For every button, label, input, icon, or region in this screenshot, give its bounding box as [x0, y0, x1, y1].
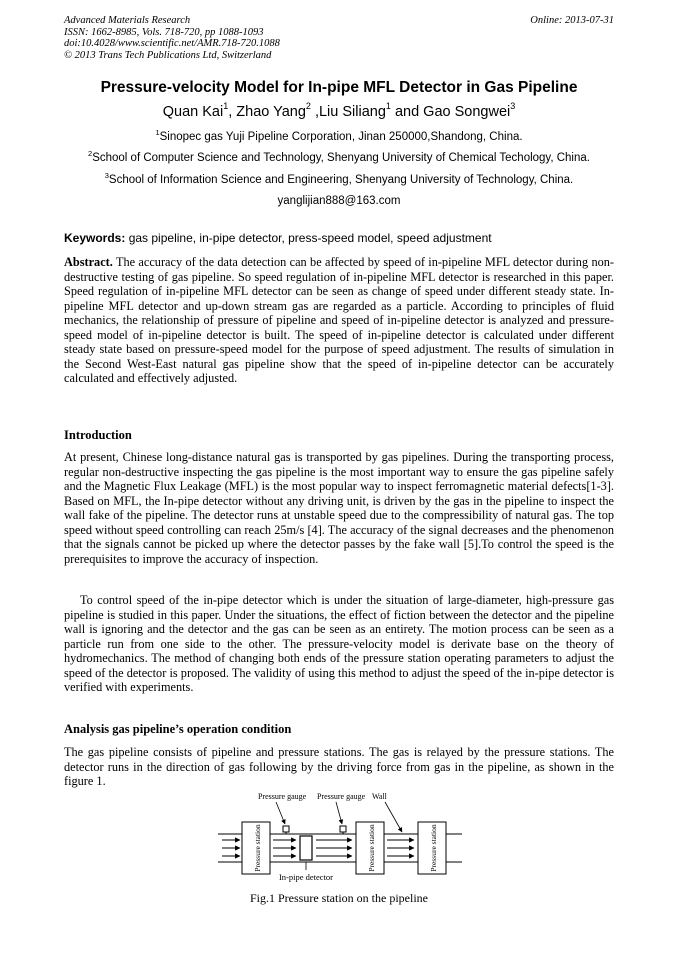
affiliation-sup: 1 — [155, 128, 160, 137]
journal-issn: ISSN: 1662-8985, Vols. 718-720, pp 1088-1093 — [64, 26, 264, 38]
journal-copyright: © 2013 Trans Tech Publications Ltd, Switzerland — [64, 49, 272, 61]
journal-header — [64, 15, 280, 61]
analysis-paragraph-1: The gas pipeline consists of pipeline and pressure stations. The gas is relayed by the pressure stations. The detector runs in the direction of gas following by the driving force from gas in the pipeline, as shown in the figure 1. — [64, 745, 614, 788]
pressure-gauge-1 — [283, 826, 289, 832]
journal-name: Advanced Materials Research — [64, 15, 191, 26]
affiliation-sup: 3 — [104, 171, 109, 180]
author-sup: 2 — [305, 101, 311, 111]
keywords — [64, 231, 492, 245]
in-pipe-detector-block — [300, 836, 312, 860]
paper-title: Pressure-velocity Model for In-pipe MFL Detector in Gas Pipeline — [100, 79, 578, 96]
author-sup: 1 — [385, 101, 391, 111]
figure-1-caption: Fig.1 Pressure station on the pipeline — [250, 891, 428, 905]
wall-label: Wall — [372, 792, 387, 801]
keywords-label: Keywords: — [64, 231, 126, 245]
gauge-2-pointer — [336, 802, 342, 824]
abstract-text: The accuracy of the data detection can be affected by speed of in-pipeline MFL detector during non-destructive testing of gas pipeline. So speed regulation of in-pipeline MFL detector is researched in this paper. Speed regulation of in-pipeline MFL detector can be seen as change of speed under different steady state. In-pipeline MFL detector and up-down stream gas are regarded as a particle. According to principles of fluid mechanics, the relationship of pressure of pipeline and speed of in-pipeline detector is analyzed and pressure-speed model of in-pipeline detector is built. The speed of in-pipeline detector is calculated under different steady state based on pressure-speed model for the purpose of speed adjustment. The results of simulation in the Second West-East natural gas pipeline show that the speed of in-pipeline detector can be accurately calculated and effectively adjusted. — [64, 255, 614, 385]
author-name: Gao Songwei — [423, 104, 511, 120]
affiliation-text: School of Information Science and Engineering, Shenyang University of Technology, China. — [108, 174, 574, 186]
author-list — [0, 101, 678, 120]
affiliation-3 — [0, 171, 678, 186]
gauge-1-pointer — [276, 802, 285, 824]
affiliation-1 — [0, 128, 678, 143]
analysis-heading: Analysis gas pipeline’s operation condition — [64, 722, 292, 736]
pressure-station-left-label: Pressure station — [253, 824, 262, 872]
online-date: Online: 2013-07-31 — [530, 15, 614, 26]
author-sep: , — [228, 104, 237, 120]
abstract-label: Abstract. — [64, 255, 113, 269]
wall-pointer — [385, 802, 402, 832]
in-pipe-detector-label: In-pipe detector — [278, 872, 334, 882]
author-name: Zhao Yang — [236, 104, 306, 120]
pressure-gauge-1-label: Pressure gauge — [258, 792, 307, 801]
introduction-heading: Introduction — [64, 428, 132, 442]
introduction-paragraph-1: At present, Chinese long-distance natural gas is transported by gas pipelines. During the transporting process, regular non-destructive inspecting the gas pipeline is the most important way to ensure the gas pipeline safely and the Magnetic Flux Leakage (MFL) is the most popular way to inspect ferromagnetic material defects[1-3]. Based on MFL, the In-pipe detector without any driving unit, is driven by the gas in the pipeline to inspect the wall fake of the pipeline. The detector runs at unstable speed due to the compressibility of natural gas. The top speed without speed controlling can reach 25m/s [4]. The accuracy of the signal decreases and the phenomenon that the signals cannot be picked up where the detector passes by the fake wall [5].To control the speed is the prerequisites to improve the accuracy of inspection. — [64, 450, 614, 566]
author-sup: 1 — [223, 101, 229, 111]
affiliation-sup: 2 — [88, 149, 93, 158]
author-name: Quan Kai — [162, 104, 224, 120]
pressure-gauge-2-label: Pressure gauge — [317, 792, 366, 801]
author-sep: , — [310, 104, 319, 120]
affiliation-text: Sinopec gas Yuji Pipeline Corporation, Jinan 250000,Shandong, China. — [159, 131, 523, 143]
pressure-station-middle-label: Pressure station — [367, 824, 376, 872]
affiliation-2 — [0, 149, 678, 164]
journal-doi: doi:10.4028/www.scientific.net/AMR.718-720.1088 — [64, 38, 280, 49]
introduction-paragraph-2: To control speed of the in-pipe detector which is under the situation of large-diameter, high-pressure gas pipeline is studied in this paper. Under the situations, the effect of fiction between the detector and the pipeline wall is ignoring and the detector and the gas can be seen as an entirety. The motion process can be seen as a particle run from one side to the other. The pressure-velocity model is derivate base on the theory of hydromechanics. The method of changing both ends of the pressure station operating parameters to adjust the speed of the detector is proposed. The validity of using this method to adjust the speed of the in-pipe detector is verified with experiments. — [64, 593, 614, 694]
keywords-text: gas pipeline, in-pipe detector, press-speed model, speed adjustment — [125, 231, 492, 245]
pressure-station-right-label: Pressure station — [429, 824, 438, 872]
author-sup: 3 — [510, 101, 516, 111]
author-email: yanglijian888@163.com — [277, 195, 401, 207]
author-name: Liu Siliang — [318, 104, 386, 120]
abstract — [64, 255, 614, 386]
author-sep: and — [390, 104, 424, 120]
affiliation-text: School of Computer Science and Technology, Shenyang University of Chemical Techology, China. — [92, 152, 590, 164]
figure-1-diagram — [200, 784, 470, 888]
pressure-gauge-2 — [340, 826, 346, 832]
